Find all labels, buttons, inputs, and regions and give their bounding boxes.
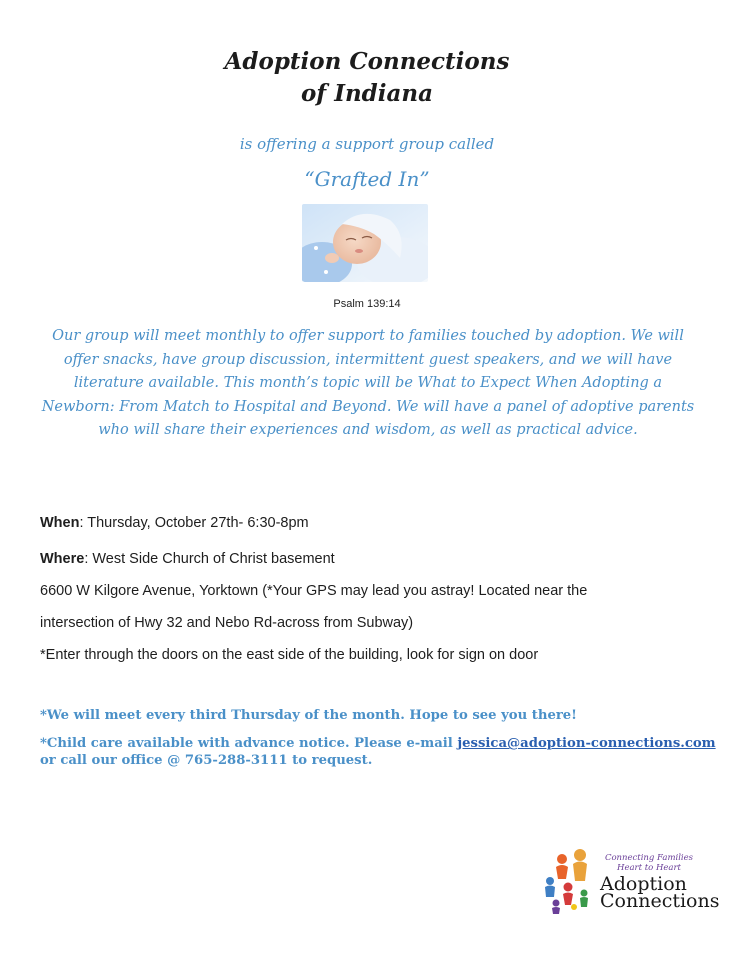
logo-word-adoption: Adoption [600, 873, 687, 895]
logo-tagline-2: Heart to Heart [617, 862, 681, 873]
baby-photo [302, 204, 428, 282]
childcare-note-line-2: or call our office @ 765-288-3111 to request. [40, 753, 373, 768]
logo-tagline [604, 854, 694, 873]
photo-caption: Psalm 139:14 [333, 298, 401, 310]
group-name: “Grafted In” [304, 167, 430, 191]
when-label: When [40, 515, 80, 531]
address-line-2: intersection of Hwy 32 and Nebo Rd-across from Subway) [40, 615, 414, 631]
entry-note: *Enter through the doors on the east side of the building, look for sign on door [40, 647, 539, 663]
when-value: : Thursday, October 27th- 6:30-8pm [79, 515, 309, 531]
intro-text: is offering a support group called [239, 135, 495, 153]
childcare-note [40, 736, 716, 751]
childcare-prefix: *Child care available with advance notice. Please e-mail [40, 736, 458, 751]
where-label: Where [40, 551, 85, 567]
email-link[interactable]: jessica@adoption-connections.com [457, 736, 716, 751]
sleeping-baby-image [302, 204, 428, 282]
schedule-note: *We will meet every third Thursday of the month. Hope to see you there! [40, 708, 577, 723]
logo-tagline-1: Connecting Families [604, 853, 694, 863]
title-line-1: Adoption Connections [224, 48, 510, 75]
when-line [40, 515, 309, 531]
title-line-2: of Indiana [300, 80, 434, 107]
where-line [40, 551, 335, 567]
where-value: : West Side Church of Christ basement [84, 551, 335, 567]
group-description: Our group will meet monthly to offer support to families touched by adoption. We will offer snacks, have group discussion, intermittent guest speakers, and we will have literature available. This month’s topic will be What to Expect When Adopting a Newborn: From Match to Hospital and Beyond. We will have a panel of adoptive parents who will share their experiences and wisdom, as well as practical advice. [41, 328, 695, 438]
address-line-1: 6600 W Kilgore Avenue, Yorktown (*Your GPS may lead you astray! Located near the [40, 583, 588, 599]
logo-word-connections: Connections [600, 890, 720, 912]
